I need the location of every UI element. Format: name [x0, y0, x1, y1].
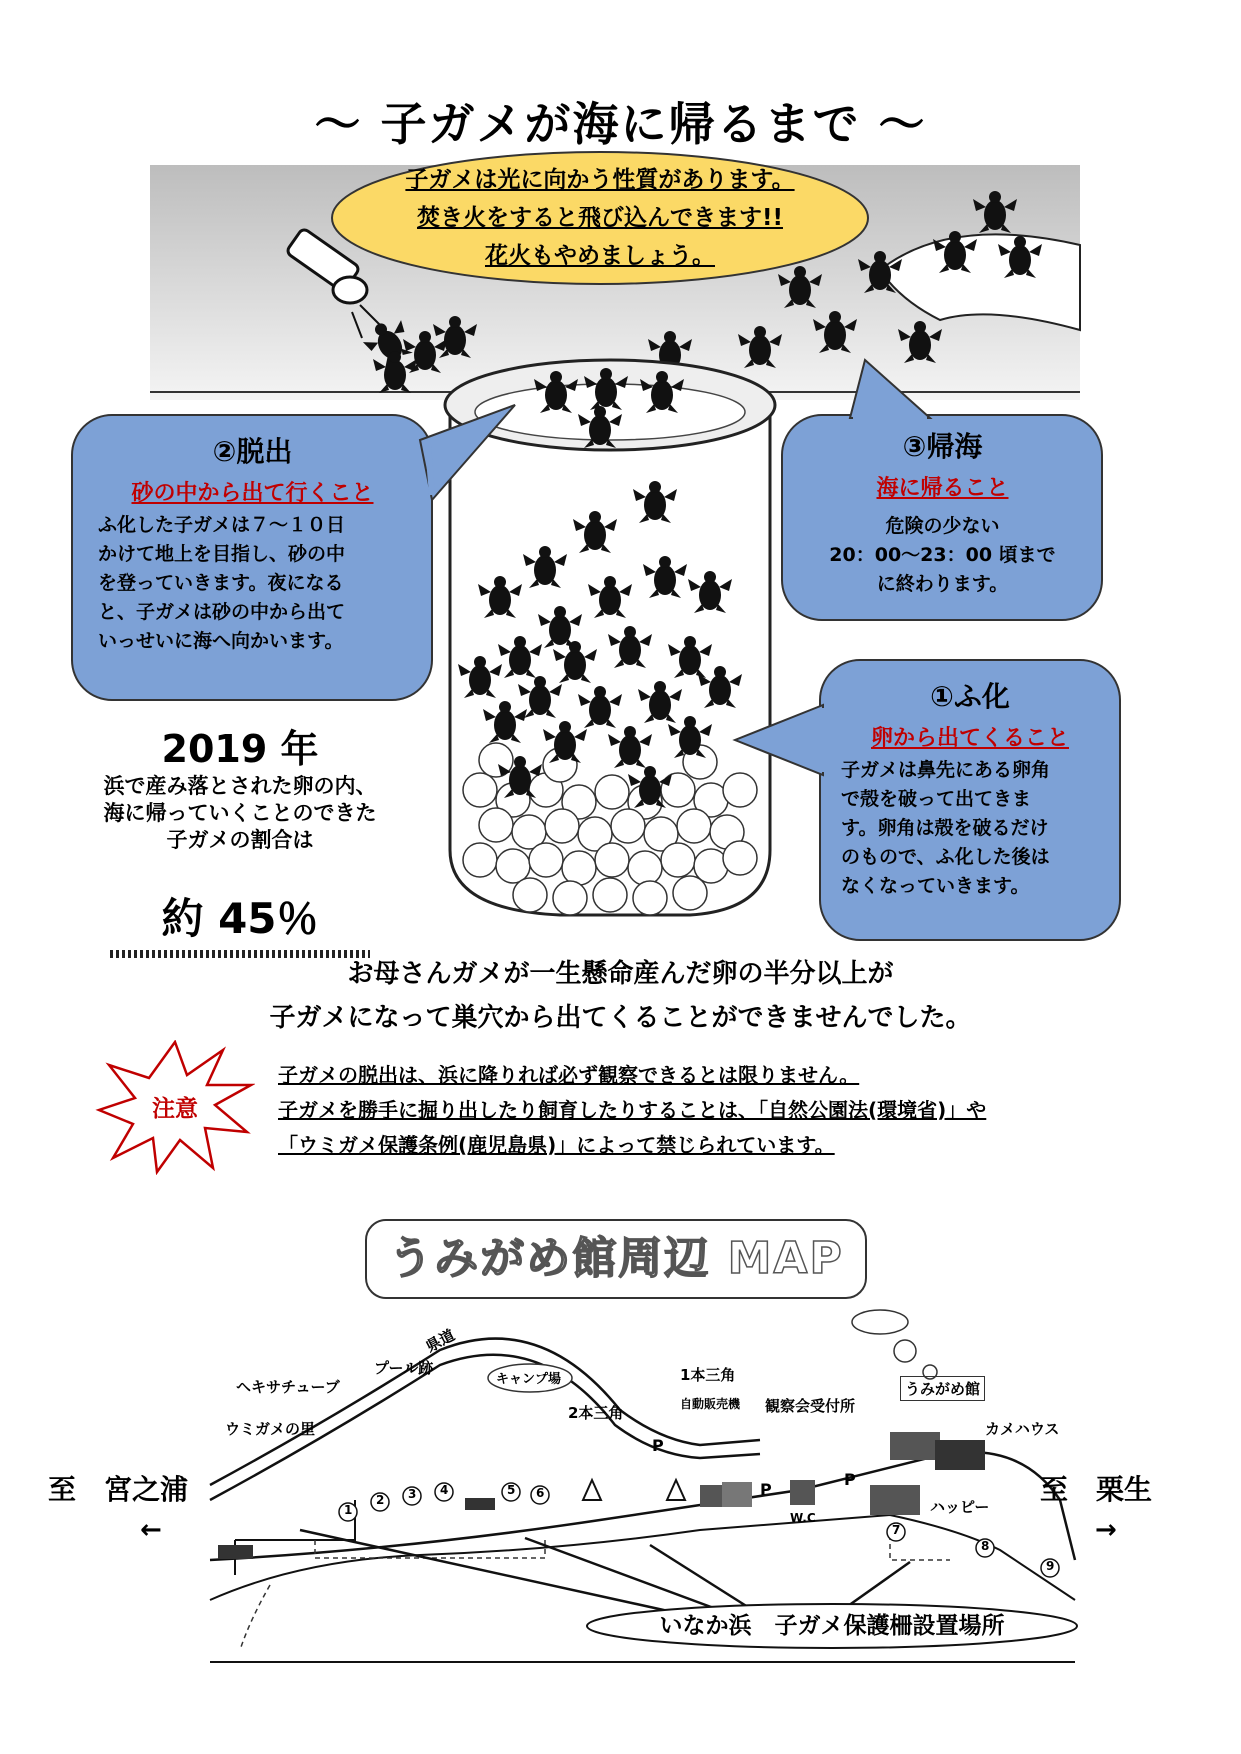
map-marker-number: 3: [408, 1487, 417, 1501]
map-label-vending: 自動販売機: [680, 1397, 741, 1411]
main-message: [0, 952, 1241, 1040]
bubble-body-line: と、子ガメは砂の中から出て: [98, 601, 346, 623]
parking-icon: P: [760, 1480, 772, 1499]
stat-block: [70, 718, 410, 958]
message-line: お母さんガメが一生懸命産んだ卵の半分以上が: [347, 959, 894, 989]
bubble-hatch-text: [825, 675, 1115, 901]
bubble-body-line: ふ化した子ガメは７～１０日: [98, 514, 346, 536]
caution-text: [278, 1058, 986, 1163]
parking-icon: P: [844, 1470, 856, 1489]
map-label-pool: プール跡: [374, 1359, 434, 1377]
map-marker-number: 1: [344, 1503, 353, 1517]
stat-line: 海に帰っていくことのできた: [103, 801, 377, 825]
stat-line: 浜で産み落とされた卵の内、: [103, 774, 377, 798]
map-marker-number: 9: [1046, 1559, 1055, 1573]
map-label-tri2: 2本三角: [568, 1404, 624, 1422]
map-label-tube: ヘキサチューブ: [236, 1378, 340, 1396]
bubble-body-line: で殻を破って出てきま: [841, 788, 1032, 810]
warning-balloon-text: [330, 155, 870, 280]
bubble-body-line: す。卵角は殻を破るだけ: [841, 817, 1049, 839]
left-arrow-icon: ←: [140, 1515, 162, 1545]
bubble-body-line: 20：00～23：00 頃まで: [829, 544, 1056, 566]
bubble-body-line: いっせいに海へ向かいます。: [98, 630, 344, 652]
caution-label: 注意: [152, 1096, 198, 1122]
map-title: うみがめ館周辺 MAP: [388, 1233, 844, 1284]
map-marker-number: 8: [981, 1539, 990, 1553]
map-marker-number: 6: [536, 1486, 545, 1500]
map-label-camp: キャンプ場: [496, 1372, 562, 1387]
protection-site-label: いなか浜 子ガメ保護柵設置場所: [659, 1613, 1005, 1639]
page-title: ～ 子ガメが海に帰るまで ～: [314, 97, 927, 151]
map-label-reception: 観察会受付所: [765, 1397, 856, 1415]
map-marker-number: 5: [507, 1483, 516, 1497]
map-label-museum: うみがめ館: [900, 1376, 985, 1401]
bubble-subtitle: 砂の中から出て行くこと: [131, 481, 374, 506]
bubble-escape-text: [80, 430, 425, 656]
bubble-body-line: なくなっていきます。: [841, 875, 1030, 897]
bubble-heading: ③帰海: [902, 430, 983, 463]
map-label-road: 県道: [422, 1325, 458, 1356]
caution-line: 「ウミガメ保護条例(鹿児島県)」によって禁じられています。: [278, 1133, 835, 1157]
caution-line: 子ガメを勝手に掘り出したり飼育したりすることは、「自然公園法(環境省)」や: [278, 1098, 987, 1122]
map-marker-number: 4: [440, 1483, 449, 1497]
bubble-return-text: [785, 425, 1100, 599]
balloon-line: 子ガメは光に向かう性質があります。: [405, 167, 795, 193]
bubble-body-line: のもので、ふ化した後は: [841, 846, 1050, 868]
bubble-body-line: に終わります。: [876, 573, 1009, 595]
map-label-village: ウミガメの里: [225, 1420, 316, 1438]
bubble-body-line: を登っていきます。夜になる: [98, 572, 344, 594]
bubble-heading: ②脱出: [212, 435, 293, 468]
stat-line: 子ガメの割合は: [166, 828, 314, 852]
map-label-turtlehouse: カメハウス: [985, 1420, 1060, 1438]
balloon-line: 焚き火をすると飛び込んできます!!: [417, 205, 783, 231]
bubble-subtitle: 卵から出てくること: [870, 726, 1069, 751]
balloon-line: 花火もやめましょう。: [485, 243, 715, 269]
stat-year: 2019 年: [161, 727, 319, 771]
right-arrow-icon: →: [1095, 1515, 1117, 1545]
bubble-body-line: 子ガメは鼻先にある卵角: [841, 759, 1051, 781]
message-line: 子ガメになって巣穴から出てくることができませんでした。: [269, 1003, 972, 1033]
bubble-body-line: かけて地上を目指し、砂の中: [98, 543, 346, 565]
map-label-tri1: 1本三角: [680, 1366, 736, 1384]
bubble-subtitle: 海に帰ること: [876, 476, 1009, 501]
map-label-happy: ハッピー: [930, 1498, 990, 1516]
bubble-body-line: 危険の少ない: [885, 515, 1000, 537]
direction-west: 至 宮之浦: [48, 1473, 189, 1506]
map-marker-number: 2: [376, 1493, 385, 1507]
parking-icon: P: [652, 1436, 664, 1455]
caution-line: 子ガメの脱出は、浜に降りれば必ず観察できるとは限りません。: [278, 1063, 860, 1087]
bubble-heading: ①ふ化: [930, 680, 1010, 713]
map-marker-number: 7: [892, 1523, 901, 1537]
direction-east: 至 栗生: [1040, 1473, 1153, 1506]
stat-value: 約 45％: [161, 894, 319, 943]
map-label-wc: W.C: [790, 1511, 816, 1525]
